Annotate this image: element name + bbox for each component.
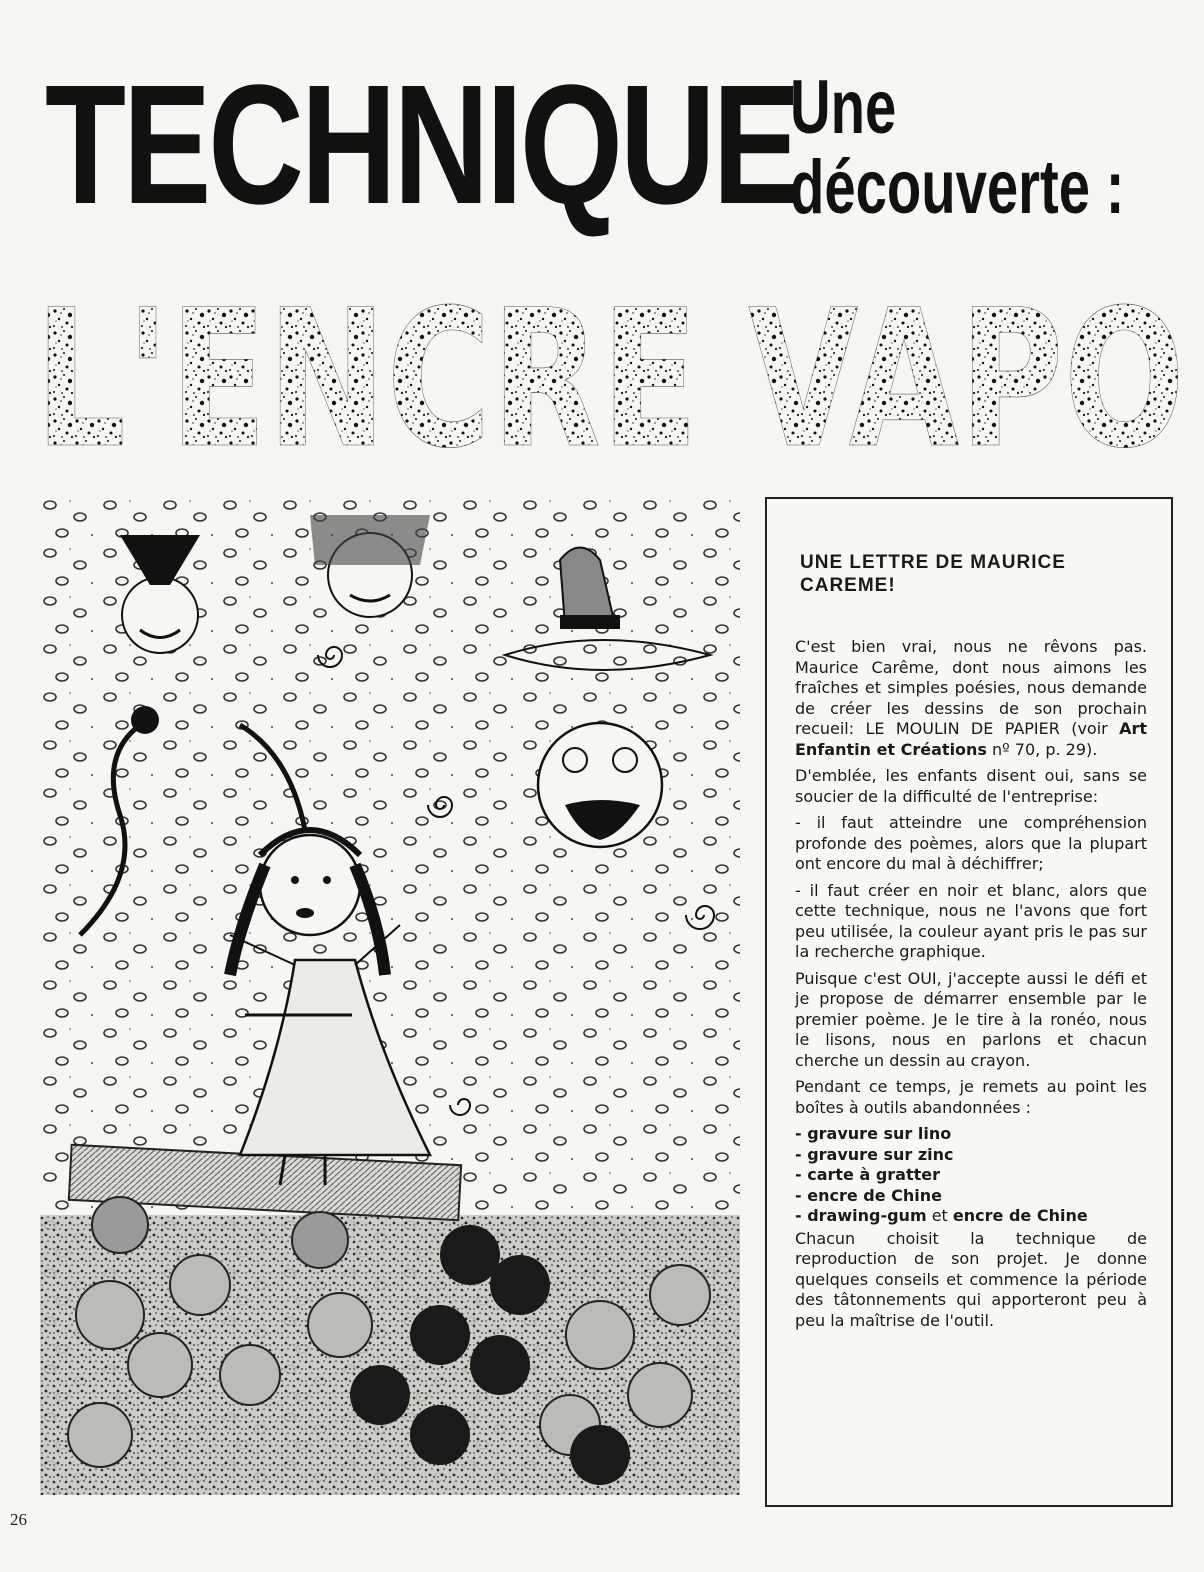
tool-item: - gravure sur zinc [795, 1144, 954, 1164]
sidebar-heading-line-2: CAREME! [800, 575, 896, 596]
tool-last-a: - drawing-gum [795, 1206, 927, 1225]
paragraph-1-text: C'est bien vrai, nous ne rêvons pas. Maurice Carême, dont nous aimons les fraîches et simples poésies, nous demande de créer les dessins de son prochain recueil: LE MOULIN DE PAPIER (voir [795, 637, 1147, 738]
paragraph-3: - il faut atteindre une compréhension profonde des poèmes, alors que la plupart ont encore du mal à déchiffrer; [795, 813, 1147, 873]
paragraph-7: Chacun choisit la technique de reproduction de son projet. Je donne quelques conseils et commence la période des tâtonnements qui apporteront peu à peu la maîtrise de l'outil. [795, 1228, 1147, 1330]
page-number: 26 [10, 1510, 27, 1529]
page-title: TECHNIQUE [45, 50, 798, 240]
speckled-headline [30, 285, 1190, 460]
tool-list [795, 1124, 1147, 1227]
paragraph-4: - il faut créer en noir et blanc, alors que cette technique, nous ne l'avons que fort peu utilisée, la couleur ayant pris le pas sur la recherche graphique. [795, 880, 1147, 961]
tool-last-b: encre de Chine [952, 1206, 1088, 1225]
sidebar-heading-line-1: UNE LETTRE DE MAURICE [800, 552, 1066, 573]
page-subtitle [790, 65, 1125, 230]
tool-item: - encre de Chine [795, 1185, 942, 1205]
paragraph-6: Pendant ce temps, je remets au point les boîtes à outils abandonnées : [795, 1077, 1147, 1117]
speckled-headline-svg [30, 285, 1190, 460]
sidebar-body [795, 637, 1147, 1337]
sidebar-letter-box [765, 497, 1173, 1507]
paragraph-1 [795, 637, 1147, 760]
paragraph-2: D'emblée, les enfants disent oui, sans se soucier de la difficulté de l'entreprise: [795, 766, 1147, 806]
subtitle-line-1: Une [790, 65, 897, 150]
tool-item: - gravure sur lino [795, 1124, 952, 1143]
subtitle-line-2: découverte : [790, 145, 1125, 230]
child-drawing-illustration [40, 495, 740, 1495]
paragraph-5: Puisque c'est OUI, j'accepte aussi le défi et je propose de démarrer ensemble par le premier poème. Je le tire à la ronéo, nous le lisons, nous en parlons et chacun cherche un dessin au crayon. [795, 968, 1147, 1070]
drawing-svg [40, 495, 740, 1495]
tool-last-mid: et [926, 1206, 953, 1225]
tool-item: - carte à gratter [795, 1165, 940, 1184]
speckled-headline-text: L'ENCRE VAPO [35, 285, 1185, 460]
tool-item-last [795, 1206, 1147, 1227]
paragraph-1-bold: Art Enfantin et Créations [795, 719, 1147, 759]
paragraph-1-end: nº 70, p. 29). [986, 739, 1098, 759]
sidebar-heading [800, 551, 1140, 597]
